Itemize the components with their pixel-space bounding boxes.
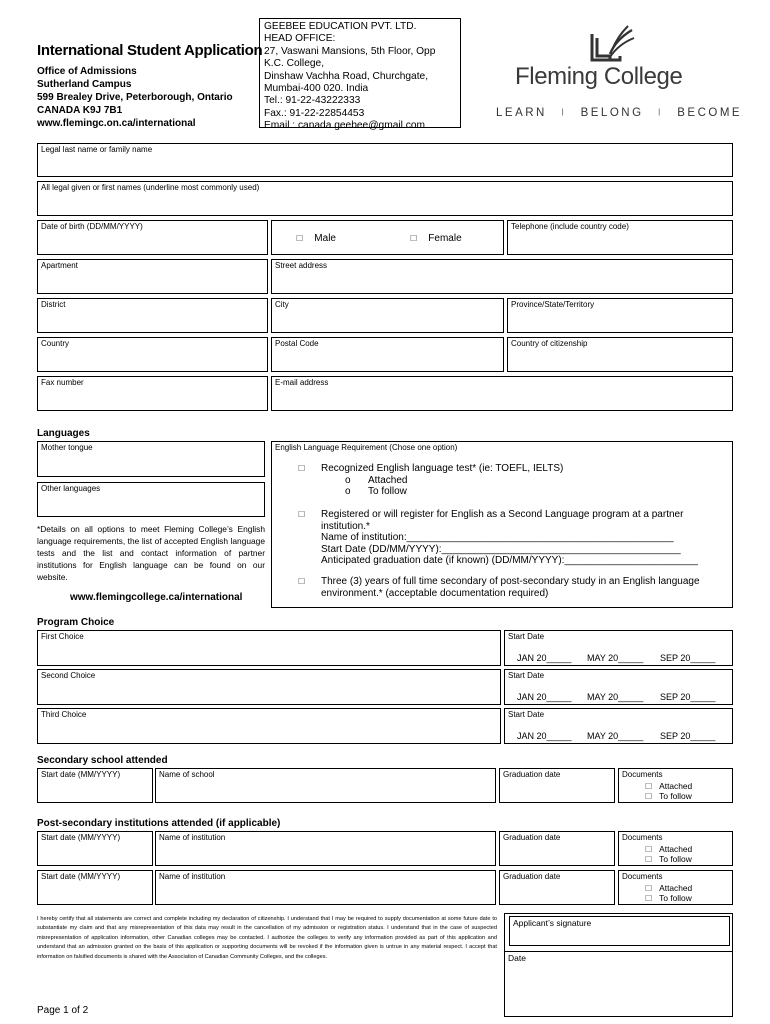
signature-field[interactable]	[509, 916, 730, 946]
tagline: LEARN | BELONG | BECOME	[496, 107, 743, 119]
field-label: City	[275, 300, 289, 309]
postal-code-field[interactable]	[271, 337, 504, 372]
field-label: Start date (MM/YYYY)	[41, 872, 121, 881]
sub-option-attached[interactable]: Attached	[368, 475, 408, 486]
attached-label: Attached	[659, 883, 693, 893]
jan-option[interactable]: JAN 20_____	[517, 731, 572, 741]
tagline-word: BECOME	[677, 107, 743, 119]
agent-line: Mumbai-400 020. India	[264, 83, 369, 95]
field-label: Other languages	[41, 484, 101, 493]
secondary-graduation-field[interactable]	[499, 768, 615, 803]
follow-label: To follow	[659, 893, 692, 903]
field-label: Apartment	[41, 261, 78, 270]
field-label: Country of citizenship	[511, 339, 588, 348]
agent-line: Fax.: 91-22-22854453	[264, 107, 365, 119]
telephone-field[interactable]	[507, 220, 733, 255]
circle-bullet-icon: o	[345, 475, 351, 486]
second-choice-field[interactable]	[37, 669, 501, 705]
date-field[interactable]	[505, 952, 732, 1016]
follow-option[interactable]	[645, 893, 692, 904]
checkbox-icon[interactable]: ☐	[645, 855, 653, 864]
secondary-start-date-field[interactable]	[37, 768, 153, 803]
attached-label: Attached	[659, 844, 693, 854]
circle-bullet-icon: o	[345, 486, 351, 497]
postal-line: CANADA K9J 7B1	[37, 105, 123, 116]
option-test: Recognized English language test* (ie: TOEFL, IELTS)	[321, 463, 564, 474]
languages-heading: Languages	[37, 428, 90, 439]
field-label: Postal Code	[275, 339, 319, 348]
checkbox-icon[interactable]: ☐	[645, 884, 653, 893]
field-label: Start Date	[508, 671, 545, 680]
signature-area	[504, 913, 733, 1017]
female-label: Female	[428, 233, 462, 244]
field-label: Documents	[622, 833, 663, 842]
institution-name-field[interactable]	[155, 870, 496, 905]
website-link[interactable]: www.flemingc.on.ca/international	[37, 118, 196, 129]
college-name: Fleming College	[515, 63, 683, 90]
field-label: Applicant’s signature	[513, 918, 592, 928]
agent-line: Email.: canada.geebee@gmail.com	[264, 120, 425, 132]
follow-label: To follow	[659, 854, 692, 864]
field-label: Second Choice	[41, 671, 96, 680]
graduation-date-input[interactable]: Anticipated graduation date (if known) (DD/MM/YYYY):________________________	[321, 555, 698, 566]
province-field[interactable]	[507, 298, 733, 333]
field-label: Mother tongue	[41, 443, 93, 452]
city-field[interactable]	[271, 298, 504, 333]
option-line: environment.* (acceptable documentation required)	[321, 587, 549, 599]
english-requirement-box	[271, 441, 733, 608]
field-label: Graduation date	[503, 872, 561, 881]
field-label: Date	[508, 953, 526, 963]
sep-option[interactable]: SEP 20_____	[660, 731, 716, 741]
secondary-heading: Secondary school attended	[37, 755, 168, 766]
campus-name: Sutherland Campus	[37, 79, 132, 90]
mother-tongue-field[interactable]	[37, 441, 265, 477]
field-label: Start Date	[508, 710, 545, 719]
field-label: Province/State/Territory	[511, 300, 595, 309]
checkbox-icon[interactable]: ☐	[645, 782, 653, 791]
street-line: 599 Brealey Drive, Peterborough, Ontario	[37, 92, 233, 103]
field-label: Telephone (include country code)	[511, 222, 629, 231]
dob-field[interactable]	[37, 220, 268, 255]
option-line: Registered or will register for English as a Second Language program at a partner	[321, 509, 684, 520]
follow-label: To follow	[659, 791, 692, 801]
may-option[interactable]: MAY 20_____	[587, 692, 644, 702]
field-label: Fax number	[41, 378, 84, 387]
checkbox-icon[interactable]: ☐	[298, 510, 306, 519]
agent-line: Tel.: 91-22-43222333	[264, 95, 361, 107]
country-field[interactable]	[37, 337, 268, 372]
field-label: Graduation date	[503, 770, 561, 779]
tagline-word: LEARN	[496, 107, 547, 119]
page-number: Page 1 of 2	[37, 1005, 89, 1016]
agent-line: 27, Vaswani Mansions, 5th Floor, Opp	[264, 45, 436, 57]
postsec-graduation-field[interactable]	[499, 831, 615, 866]
field-label: Start date (MM/YYYY)	[41, 833, 121, 842]
first-start-date	[504, 630, 733, 666]
female-option[interactable]	[410, 233, 462, 244]
field-label: Street address	[275, 261, 328, 270]
postsec-documents	[618, 870, 733, 905]
attached-label: Attached	[659, 781, 693, 791]
follow-option[interactable]	[645, 791, 692, 802]
follow-option[interactable]	[645, 854, 692, 865]
street-field[interactable]	[271, 259, 733, 294]
checkbox-icon[interactable]: ☐	[645, 792, 653, 801]
field-label: Documents	[622, 872, 663, 881]
field-label: Date of birth (DD/MM/YYYY)	[41, 222, 143, 231]
field-label: E-mail address	[275, 378, 329, 387]
option-line: Three (3) years of full time secondary of post-secondary study in an English language	[321, 576, 700, 587]
field-label: Country	[41, 339, 70, 348]
may-option[interactable]: MAY 20_____	[587, 731, 644, 741]
tagline-word: BELONG	[580, 107, 644, 119]
checkbox-icon[interactable]: ☐	[298, 464, 306, 473]
second-start-date	[504, 669, 733, 705]
option-esl	[321, 509, 698, 567]
field-label: Documents	[622, 770, 663, 779]
third-start-date	[504, 708, 733, 744]
jan-option[interactable]: JAN 20_____	[517, 653, 572, 663]
certification-statement: I hereby certify that all statements are correct and complete including my declaration of citizenship. I understand that I may be required to supply documentation at some future date to substantiate my claim and that any misrepresentation of this data may result in the cancellation of my admission or registration status. I understand that in the case of suspected misrepresentation of application information, other Canadian colleges may be contacted. I authorize the colleges to verify any information provided as part of this application and understand that an admission granted on the basis of this application or supporting documents will be revoked if the information given is untrue in any material respect. I accept that information on falsified documents is shared with the Association of Canadian Community Colleges, and the colleges.	[37, 916, 497, 960]
field-label: Graduation date	[503, 833, 561, 842]
agent-line: K.C. College,	[264, 58, 325, 70]
field-label: First Choice	[41, 632, 84, 641]
postsec-start-date-field[interactable]	[37, 831, 153, 866]
field-label: English Language Requirement (Chose one option)	[275, 443, 458, 452]
secondary-documents	[618, 768, 733, 803]
school-name-field[interactable]	[155, 768, 496, 803]
postsec-graduation-field[interactable]	[499, 870, 615, 905]
district-field[interactable]	[37, 298, 268, 333]
checkbox-icon[interactable]: ☐	[645, 845, 653, 854]
field-label: Legal last name or family name	[41, 145, 153, 154]
given-names-field[interactable]	[37, 181, 733, 216]
start-date-input[interactable]: Start Date (DD/MM/YYYY):___________________________________________	[321, 543, 681, 555]
program-heading: Program Choice	[37, 617, 115, 628]
checkbox-icon[interactable]: ☐	[410, 234, 418, 243]
field-label: Name of school	[159, 770, 215, 779]
field-label: All legal given or first names (underline most commonly used)	[41, 183, 260, 192]
institution-name-field[interactable]	[155, 831, 496, 866]
language-details-note: *Details on all options to meet Fleming College’s English language requirements, the list of accepted English language tests and the list and contact information of partner institutions for English language can be found on our website.	[37, 524, 265, 582]
apartment-field[interactable]	[37, 259, 268, 294]
fax-field[interactable]	[37, 376, 268, 411]
checkbox-icon[interactable]: ☐	[296, 234, 304, 243]
gender-field	[271, 220, 504, 255]
checkbox-icon[interactable]: ☐	[645, 894, 653, 903]
first-choice-field[interactable]	[37, 630, 501, 666]
field-label: Start date (MM/YYYY)	[41, 770, 121, 779]
sub-option-follow[interactable]: To follow	[368, 486, 407, 497]
postsec-documents	[618, 831, 733, 866]
last-name-field[interactable]	[37, 143, 733, 177]
agent-line: Dinshaw Vachha Road, Churchgate,	[264, 70, 429, 82]
email-field[interactable]	[271, 376, 733, 411]
agent-line: GEEBEE EDUCATION PVT. LTD.	[264, 21, 417, 32]
other-languages-field[interactable]	[37, 482, 265, 517]
postsec-start-date-field[interactable]	[37, 870, 153, 905]
checkbox-icon[interactable]: ☐	[298, 577, 306, 586]
field-label: District	[41, 300, 66, 309]
field-label: Third Choice	[41, 710, 87, 719]
sep-option[interactable]: SEP 20_____	[660, 692, 716, 702]
page-title: International Student Application	[37, 42, 263, 59]
address-block	[37, 42, 262, 130]
jan-option[interactable]: JAN 20_____	[517, 692, 572, 702]
sep-option[interactable]: SEP 20_____	[660, 653, 716, 663]
agent-line: HEAD OFFICE:	[264, 33, 336, 45]
citizenship-field[interactable]	[507, 337, 733, 372]
book-flame-icon	[588, 24, 636, 64]
institution-name-input[interactable]: Name of institution:________________________________________________	[321, 532, 674, 543]
option-line: institution.*	[321, 520, 370, 532]
postsecondary-heading: Post-secondary institutions attended (if applicable)	[37, 818, 281, 829]
field-label: Name of institution	[159, 872, 226, 881]
male-label: Male	[314, 233, 336, 244]
option-prior-study	[321, 576, 700, 599]
third-choice-field[interactable]	[37, 708, 501, 744]
field-label: Name of institution	[159, 833, 226, 842]
male-option[interactable]	[296, 233, 336, 244]
international-link[interactable]: www.flemingcollege.ca/international	[70, 592, 243, 603]
may-option[interactable]: MAY 20_____	[587, 653, 644, 663]
office-name: Office of Admissions	[37, 66, 137, 77]
field-label: Start Date	[508, 632, 545, 641]
agent-address-box	[259, 18, 461, 132]
